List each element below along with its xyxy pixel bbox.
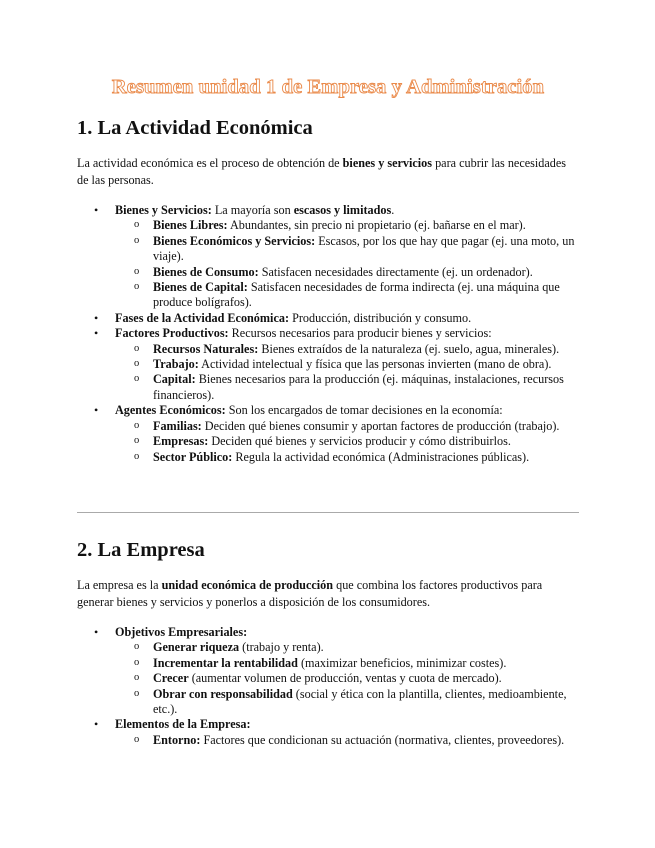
list-item-elementos: • Elementos de la Empresa: o Entorno: Factores que condicionan su actuación (normativa, clientes, proveedores).	[77, 717, 579, 748]
section-intro-paragraph: La empresa es la unidad económica de producción que combina los factores productivos para generar bienes y servicios y ponerlos a disposición de los consumidores.	[77, 578, 543, 609]
factores-sublist	[115, 342, 579, 404]
sub-item-empresas: o Empresas: Deciden qué bienes y servicios producir y cómo distribuirlos.	[115, 434, 579, 449]
sub-item-familias: o Familias: Deciden qué bienes consumir y aportan factores de producción (trabajo).	[115, 419, 579, 434]
objetivos-sublist	[115, 640, 579, 717]
section-heading-actividad-economica: 1. La Actividad Económica	[77, 117, 313, 139]
sub-item-bienes-capital: o Bienes de Capital: Satisfacen necesidades de forma indirecta (ej. una máquina que produce bolígrafos).	[115, 280, 579, 311]
la-empresa-list	[77, 625, 579, 748]
list-item-agentes-economicos: • Agentes Económicos: Son los encargados de tomar decisiones en la economía: o Familias: Deciden qué bienes consumir y aportan factores de producción (trabajo). o Empresas: Deciden qué bienes y servicios producir y cómo distribuirlos. o Sector Público: Regula la actividad económica (Administraciones públicas).	[77, 403, 579, 465]
section-divider	[77, 512, 579, 513]
sub-item-crecer: o Crecer (aumentar volumen de producción, ventas y cuota de mercado).	[115, 671, 579, 686]
sub-item-recursos-naturales: o Recursos Naturales: Bienes extraídos de la naturaleza (ej. suelo, agua, minerales).	[115, 342, 579, 357]
list-item-fases: • Fases de la Actividad Económica: Producción, distribución y consumo.	[77, 311, 579, 326]
agentes-sublist	[115, 419, 579, 465]
sub-item-capital: o Capital: Bienes necesarios para la producción (ej. máquinas, instalaciones, recursos financieros).	[115, 372, 579, 403]
list-item-bienes-servicios: • Bienes y Servicios: La mayoría son escasos y limitados. o Bienes Libres: Abundantes, sin precio ni propietario (ej. bañarse en el mar). o Bienes Económicos y Servicios: Escasos, por los que hay que pagar (ej. una moto, un viaje). o Bienes de Consumo: Satisfacen necesidades directamente (ej. un ordenador). o Bienes de Capital: Satisfacen necesidades de forma indirecta (ej. una máquina que produce bolígrafos).	[77, 203, 579, 311]
actividad-economica-list	[77, 203, 579, 465]
section-heading-la-empresa: 2. La Empresa	[77, 539, 205, 561]
sub-item-bienes-libres: o Bienes Libres: Abundantes, sin precio ni propietario (ej. bañarse en el mar).	[115, 218, 579, 233]
document-title: Resumen unidad 1 de Empresa y Administración	[111, 76, 545, 98]
sub-item-sector-publico: o Sector Público: Regula la actividad económica (Administraciones públicas).	[115, 450, 579, 465]
elementos-sublist	[115, 733, 579, 748]
sub-item-generar-riqueza: o Generar riqueza (trabajo y renta).	[115, 640, 579, 655]
sub-item-bienes-economicos: o Bienes Económicos y Servicios: Escasos, por los que hay que pagar (ej. una moto, un viaje).	[115, 234, 579, 265]
list-item-factores-productivos: • Factores Productivos: Recursos necesarios para producir bienes y servicios: o Recursos Naturales: Bienes extraídos de la naturaleza (ej. suelo, agua, minerales). o Trabajo: Actividad intelectual y física que las personas invierten (mano de obra). o Capital: Bienes necesarios para la producción (ej. máquinas, instalaciones, recursos financieros).	[77, 326, 579, 403]
bienes-sublist	[115, 218, 579, 310]
sub-item-entorno: o Entorno: Factores que condicionan su actuación (normativa, clientes, proveedores).	[115, 733, 579, 748]
sub-item-trabajo: o Trabajo: Actividad intelectual y física que las personas invierten (mano de obra).	[115, 357, 579, 372]
sub-item-rentabilidad: o Incrementar la rentabilidad (maximizar beneficios, minimizar costes).	[115, 656, 579, 671]
sub-item-bienes-consumo: o Bienes de Consumo: Satisfacen necesidades directamente (ej. un ordenador).	[115, 265, 579, 280]
section-intro-paragraph: La actividad económica es el proceso de obtención de bienes y servicios para cubrir las necesidades de las personas.	[77, 156, 567, 187]
sub-item-responsabilidad: o Obrar con responsabilidad (social y ética con la plantilla, clientes, medioambiente, etc.).	[115, 687, 579, 718]
list-item-objetivos: • Objetivos Empresariales: o Generar riqueza (trabajo y renta). o Incrementar la rentabilidad (maximizar beneficios, minimizar costes). o Crecer (aumentar volumen de producción, ventas y cuota de mercado). o Obrar con responsabilidad (social y ética con la plantilla, clientes, medioambiente, etc.).	[77, 625, 579, 717]
